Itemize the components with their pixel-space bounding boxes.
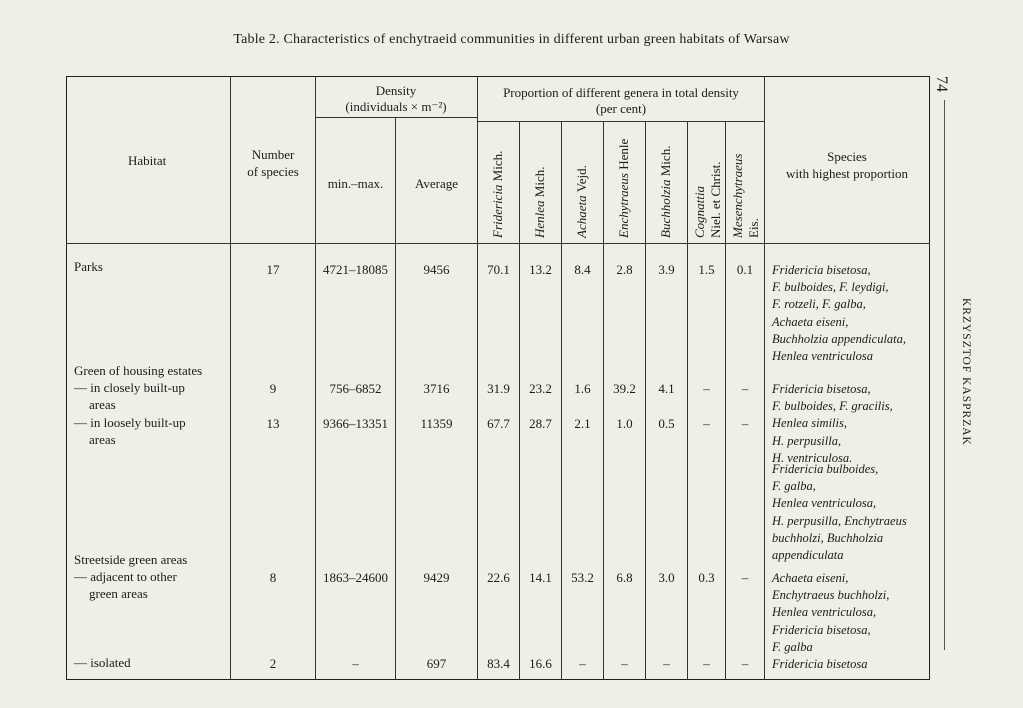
col-rule xyxy=(315,76,316,680)
genus-henlea xyxy=(532,167,547,239)
header-habitat: Habitat xyxy=(128,153,167,168)
cell-proportion: 6.8 xyxy=(616,570,633,585)
species-line: Achaeta eiseni, xyxy=(772,314,849,329)
col-rule xyxy=(687,121,688,680)
cell-proportion: 0.5 xyxy=(658,416,675,431)
cell-proportion: 16.6 xyxy=(529,656,552,671)
col-rule xyxy=(603,121,604,680)
habitat-adjacent-2: green areas xyxy=(89,586,148,601)
cell-n: 2 xyxy=(269,656,277,671)
genus-buchholzia xyxy=(658,146,673,238)
cell-proportion: – xyxy=(741,656,749,671)
species-line: Fridericia bulboides, xyxy=(772,462,879,476)
genus-cognattia xyxy=(692,161,724,238)
header-number-2: of species xyxy=(247,164,299,179)
header-proportion: Proportion of different genera in total density xyxy=(503,85,739,100)
cell-proportion: – xyxy=(579,656,586,671)
genus-author: Mich. xyxy=(532,166,547,198)
proportion-sub-rule xyxy=(477,121,764,122)
cell-proportion: 8.4 xyxy=(574,262,591,277)
genus-author: Mich. xyxy=(490,150,505,182)
genus-name: Fridericia xyxy=(490,184,505,238)
cell-avg: 697 xyxy=(426,656,447,671)
cell-proportion: 3.0 xyxy=(658,570,675,585)
species-line: Enchytraeus buchholzi, xyxy=(772,588,890,603)
density-sub-rule xyxy=(315,117,477,118)
genus-name: Henlea xyxy=(532,200,547,238)
cell-n: 8 xyxy=(269,570,277,585)
running-head: KRZYSZTOF KASPRZAK xyxy=(960,298,972,446)
cell-proportion: 2.8 xyxy=(616,262,633,277)
cell-proportion: – xyxy=(703,381,710,396)
habitat-isolated: — isolated xyxy=(74,655,131,670)
species-line: Henlea ventriculosa, xyxy=(772,496,877,511)
cell-minmax: 4721–18085 xyxy=(323,262,388,277)
cell-n: 13 xyxy=(266,416,280,431)
col-rule xyxy=(519,121,520,680)
cell-minmax: 9366–13351 xyxy=(323,416,388,431)
genus-enchytraeus xyxy=(616,139,631,238)
margin-rule xyxy=(944,100,945,650)
species-line: Henlea ventriculosa, xyxy=(772,605,877,620)
col-rule xyxy=(725,121,726,680)
habitat-housing: Green of housing estates xyxy=(74,363,203,378)
habitat-loosely: — in loosely built-up xyxy=(74,415,186,430)
cell-proportion: – xyxy=(621,656,628,671)
species-line: Achaeta eiseni, xyxy=(772,571,849,585)
genus-name: Buchholzia xyxy=(658,179,673,238)
genus-achaeta xyxy=(574,165,589,238)
cell-proportion: 70.1 xyxy=(487,262,510,277)
species-line: F. bulboides, F. leydigi, xyxy=(772,280,889,295)
habitat-closely-2: areas xyxy=(89,397,116,412)
cell-minmax: – xyxy=(352,656,359,671)
species-line: H. ventriculosa. xyxy=(772,450,853,465)
genus-author: Niel. et Christ. xyxy=(708,161,723,238)
header-bottom-rule xyxy=(66,243,930,244)
cell-n: 9 xyxy=(269,381,277,396)
cell-proportion: – xyxy=(703,416,710,431)
header-average: Average xyxy=(414,176,459,191)
species-line: F. galba, xyxy=(772,479,816,494)
species-line: Fridericia bisetosa xyxy=(772,657,868,671)
col-rule xyxy=(230,76,231,680)
genus-name: Enchytraeus xyxy=(616,173,631,238)
cell-avg: 9429 xyxy=(423,570,450,585)
species-line: Henlea similis, xyxy=(772,416,847,431)
habitat-parks: Parks xyxy=(74,259,103,274)
cell-proportion: 1.5 xyxy=(698,262,715,277)
cell-proportion: – xyxy=(741,381,749,396)
genus-author: Vejd. xyxy=(574,165,589,193)
cell-n: 17 xyxy=(266,262,280,277)
cell-proportion: 39.2 xyxy=(613,381,636,396)
cell-avg: 3716 xyxy=(423,381,450,396)
cell-proportion: 3.9 xyxy=(658,262,675,277)
cell-proportion: – xyxy=(741,416,749,431)
cell-proportion: 14.1 xyxy=(529,570,552,585)
cell-proportion: 83.4 xyxy=(487,656,510,671)
species-line: H. perpusilla, Enchytraeus xyxy=(772,513,907,528)
cell-proportion: 0.1 xyxy=(736,262,754,277)
species-line: appendiculata xyxy=(772,548,844,562)
cell-avg: 9456 xyxy=(423,262,450,277)
cell-proportion: 22.6 xyxy=(487,570,510,585)
header-min-max: min.–max. xyxy=(327,176,384,191)
cell-proportion: 1.0 xyxy=(616,416,633,431)
cell-avg: 11359 xyxy=(420,416,453,431)
species-line: Fridericia bisetosa, xyxy=(772,622,871,637)
cell-proportion: – xyxy=(663,656,670,671)
cell-minmax: 756–6852 xyxy=(329,381,382,396)
habitat-adjacent: — adjacent to other xyxy=(74,569,177,584)
header-density-units: (individuals × m⁻²) xyxy=(345,99,447,114)
genus-author: Eis. xyxy=(746,218,761,238)
cell-proportion: 28.7 xyxy=(529,416,552,431)
cell-proportion: – xyxy=(741,570,749,585)
cell-proportion: 31.9 xyxy=(487,381,510,396)
genus-fridericia xyxy=(490,151,505,238)
cell-proportion: 4.1 xyxy=(658,381,675,396)
species-line: buchholzi, Buchholzia xyxy=(772,530,884,545)
species-line: Buchholzia appendiculata, xyxy=(772,331,907,346)
genus-name: Mesenchytraeus xyxy=(730,153,745,238)
genus-name: Cognattia xyxy=(692,185,707,238)
species-line: Fridericia bisetosa, xyxy=(772,382,871,396)
species-line: F. galba xyxy=(772,639,813,654)
cell-proportion: 13.2 xyxy=(529,262,552,277)
genus-mesenchytraeus xyxy=(730,154,762,238)
genus-name: Achaeta xyxy=(574,195,589,238)
header-species-2: with highest proportion xyxy=(785,166,909,181)
page-number: 74 xyxy=(933,76,950,92)
habitat-closely: — in closely built-up xyxy=(74,380,185,395)
genus-author: Mich. xyxy=(658,145,673,177)
cell-proportion: 1.6 xyxy=(574,381,591,396)
species-line: Henlea ventriculosa xyxy=(772,349,874,363)
table-caption: Table 2. Characteristics of enchytraeid communities in different urban green habitats of Warsaw xyxy=(233,32,790,47)
species-line: F. bulboides, F. gracilis, xyxy=(772,399,893,414)
cell-proportion: 0.3 xyxy=(698,570,715,585)
species-line: Fridericia bisetosa, xyxy=(772,263,871,277)
header-density: Density xyxy=(375,83,417,98)
col-rule xyxy=(561,121,562,680)
header-proportion-unit: (per cent) xyxy=(595,101,647,116)
species-line: H. perpusilla, xyxy=(772,433,842,448)
cell-proportion: 53.2 xyxy=(571,570,594,585)
cell-proportion: 67.7 xyxy=(487,416,510,431)
cell-proportion: – xyxy=(703,656,710,671)
col-rule xyxy=(395,117,396,680)
cell-proportion: 2.1 xyxy=(574,416,591,431)
cell-proportion: 23.2 xyxy=(529,381,552,396)
header-species: Species xyxy=(827,149,867,164)
genus-author: Henle xyxy=(616,138,631,170)
col-rule xyxy=(645,121,646,680)
habitat-street: Streetside green areas xyxy=(74,552,188,567)
cell-minmax: 1863–24600 xyxy=(323,570,388,585)
species-line: F. rotzeli, F. galba, xyxy=(772,297,866,312)
header-number: Number xyxy=(251,147,295,162)
habitat-loosely-2: areas xyxy=(89,432,116,447)
col-rule xyxy=(477,76,478,680)
